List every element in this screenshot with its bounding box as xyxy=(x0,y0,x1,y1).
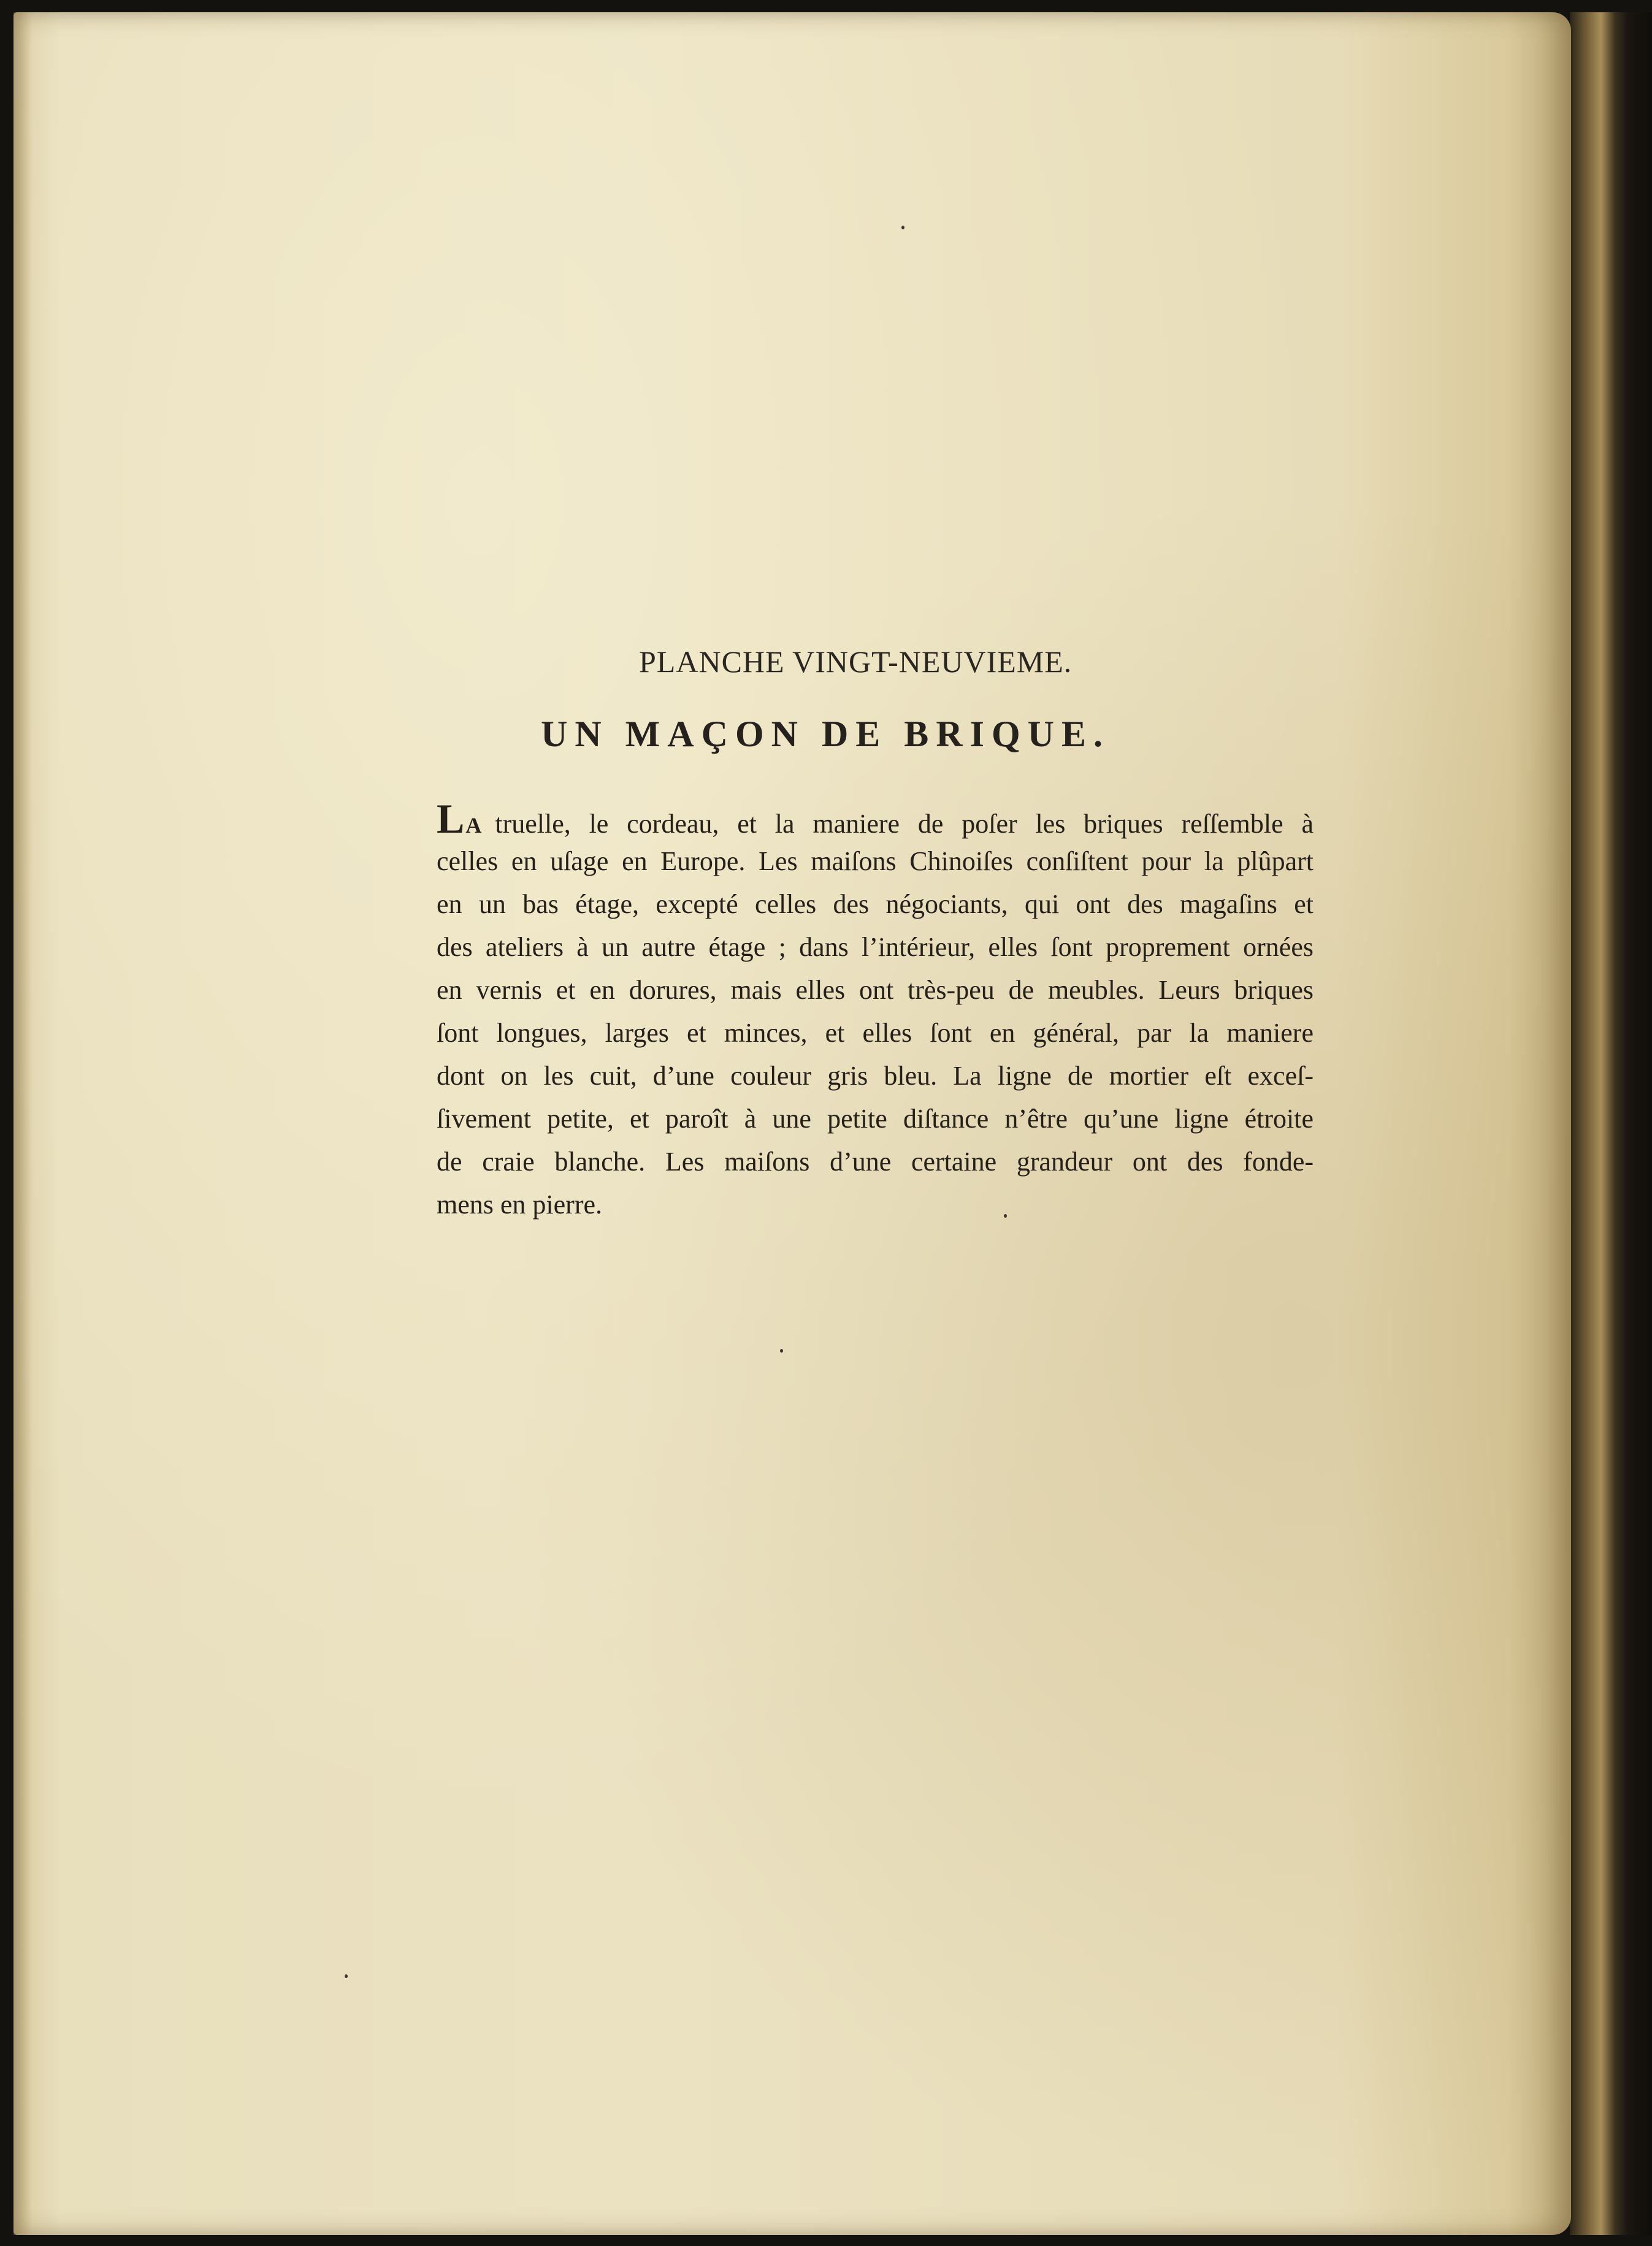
paragraph-line: en vernis et en dorures, mais elles ont très-peu de meubles. Leurs briques xyxy=(437,975,1314,1005)
first-line-text: truelle, le cordeau, et la maniere de poſer les briques reſſemble à xyxy=(495,809,1314,839)
facing-page-edge xyxy=(1570,12,1652,2235)
paragraph-line: de craie blanche. Les maiſons d’une certaine grandeur ont des fonde- xyxy=(437,1147,1314,1177)
description-paragraph xyxy=(437,797,1314,1226)
page-gutter-shadow xyxy=(13,12,32,2235)
book-page xyxy=(13,12,1571,2235)
paragraph-line: ſivement petite, et paroît à une petite diſtance n’être qu’une ligne étroite xyxy=(437,1104,1314,1134)
paragraph-line: ſont longues, larges et minces, et elles ſont en général, par la maniere xyxy=(437,1018,1314,1048)
paper-speck xyxy=(901,226,904,229)
paragraph-line xyxy=(437,797,1314,840)
paragraph-line: dont on les cuit, d’une couleur gris bleu. La ligne de mortier eſt exceſ- xyxy=(437,1061,1314,1091)
paragraph-line: en un bas étage, excepté celles des négociants, qui ont des magaſins et xyxy=(437,889,1314,919)
plate-title: UN MAÇON DE BRIQUE. xyxy=(541,714,1111,754)
paragraph-line: mens en pierre. xyxy=(437,1190,602,1220)
paragraph-line: des ateliers à un autre étage ; dans l’intérieur, elles ſont proprement ornées xyxy=(437,932,1314,962)
plate-heading: PLANCHE VINGT-NEUVIEME. xyxy=(639,644,1073,679)
drop-cap-small-capital: A xyxy=(465,813,482,838)
paper-speck xyxy=(780,1349,783,1353)
drop-cap-letter: L xyxy=(437,795,465,842)
paper-speck xyxy=(345,1974,348,1978)
paragraph-line: celles en uſage en Europe. Les maiſons Chinoiſes conſiſtent pour la plûpart xyxy=(437,846,1314,876)
